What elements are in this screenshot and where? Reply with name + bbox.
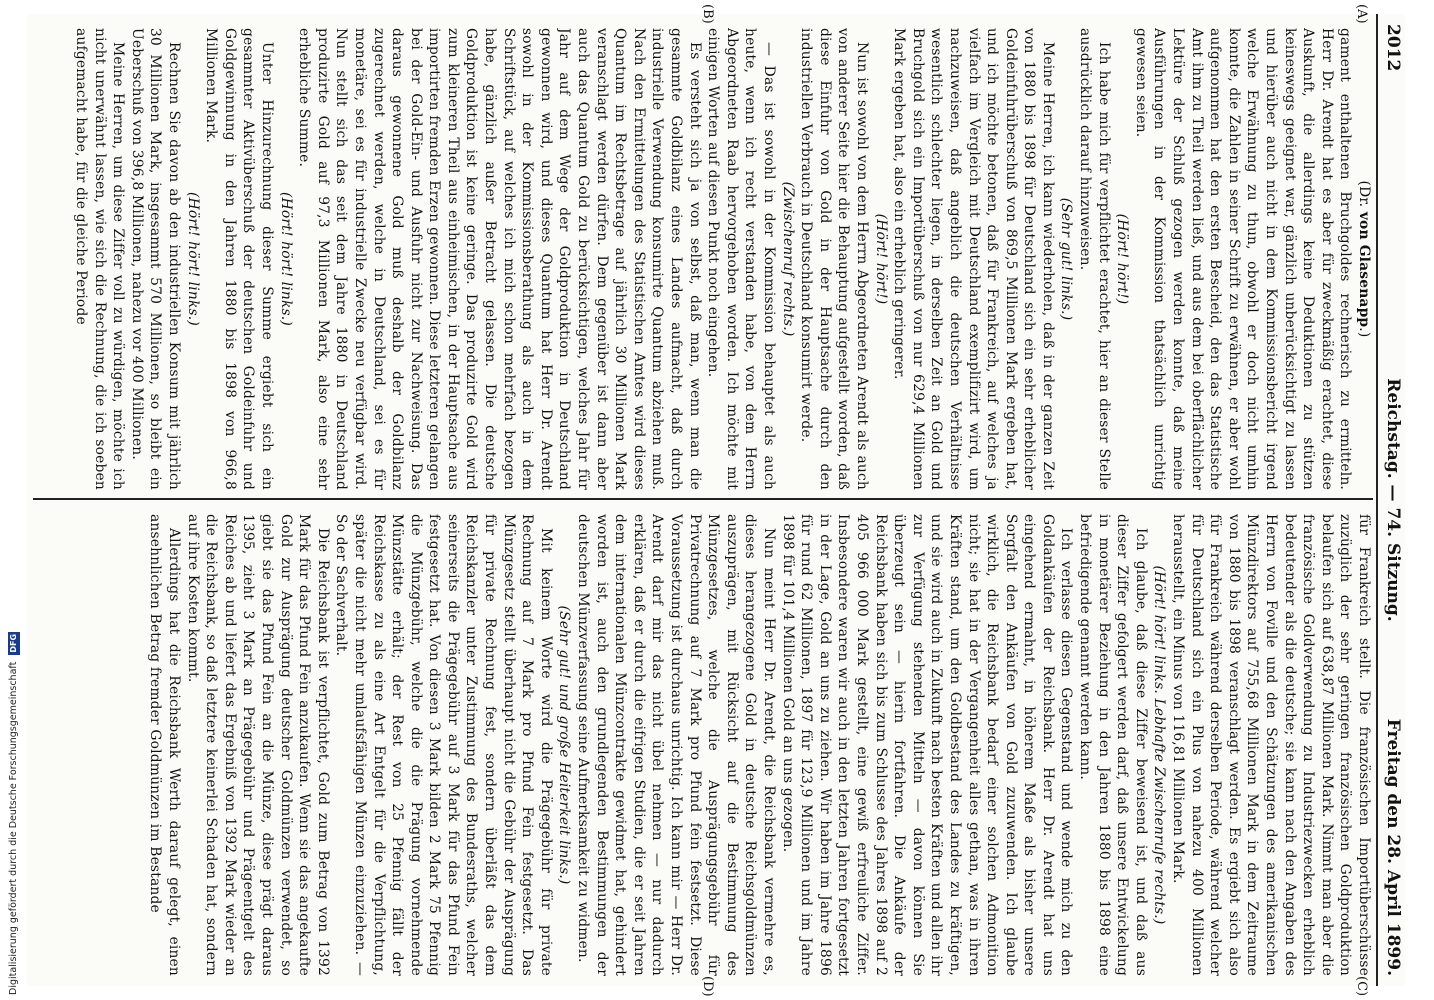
margin-marker-a: (A) — [1354, 4, 1369, 24]
header-rule — [1376, 14, 1378, 986]
interjection: (Sehr gut! links.) — [1058, 197, 1075, 321]
interjection: (Hört! hört!) — [872, 213, 889, 305]
interjection: (Hört! hört! links.) — [277, 192, 294, 326]
column-divider — [33, 498, 1373, 500]
paragraph: Ich glaube, daß diese Ziffer beweisend ist, und daß aus dieser Ziffer gefolgert werden darf, daß unsere Entwickelung in monetärer Beziehung in den Jahren 1880 bis 1898 eine befriedigende genannt werden kann. — [1077, 514, 1149, 976]
session-date: Freitag den 28. April 1899. — [1383, 718, 1403, 976]
interjection: (Sehr gut! und große Heiterkeit links.) — [556, 605, 573, 885]
paragraph: Unter Hinzurechnung dieser Summe ergiebt sich ein gesammter Aktivüberschuß der deutschen Goldeinfuhr und Goldgewinnung in den Jahren 1880 bis 1898 von 966,8 Millionen Mark. — [203, 28, 275, 490]
digitization-credit — [6, 600, 22, 995]
paragraph: Ich verlasse diesen Gegenstand und wende mich zu den Goldankäufen der Reichsbank. Herr Dr. Arendt hat uns eingehend ermahnt, in höherem Maße als bisher unsere Sorgfalt den Ankäufen von Gold zuzuwenden. Ich glaube wirklich, die Reichsbank bedarf einer solchen Admonition nicht; sie hat in der Vergangenheit alles gethan, was in ihren Kräften stand, um den Goldbestand des Landes zu kräftigen, und sie wird auch in Zukunft nach besten Kräften und allen ihr zur Verfügung stehenden Mitteln — davon können Sie überzeugt sein — hierin fortfahren. Die Ankäufe der Reichsbank haben sich bis zum Schlusse des Jahres 1898 auf 2 405 966 000 Mark gestellt, eine gewiß erfreuliche Ziffer. Insbesondere waren wir auch in den letzten Jahren fortgesetzt in der Lage, Gold an uns zu ziehen. Wir haben im Jahre 1896 für rund 62 Millionen, 1897 für 123,9 Millionen und im Jahre 1898 für 101,4 Millionen Gold an uns gezogen. — [779, 514, 1075, 976]
left-column — [31, 28, 1373, 490]
speaker-name: von Glasenapp — [1356, 211, 1372, 328]
paragraph: Meine Herren, ich kann wiederholen, daß in der ganzen Zeit von 1880 bis 1898 für Deutschland sich ein sehr erheblicher Goldeinfuhrüberschuß von 869,5 Millionen Mark ergeben hat, und ich möchte betonen, daß für Frankreich, auf welches ja vielfach im Vergleich mit Deutschland exemplifizirt wird, um nachzuweisen, daß angeblich die deutschen Verhältnisse wesentlich schlechter liegen, in derselben Zeit an Gold und Bruchgold sich ein Importüberschuß von nur 629,4 Millionen Mark ergeben hat, also ein erheblich geringerer. — [891, 28, 1056, 490]
speaker-suffix: .) — [1356, 327, 1372, 338]
speaker-line — [1354, 28, 1373, 490]
interjection: (Hört! hört!) — [1114, 213, 1131, 305]
page-header — [1379, 14, 1405, 986]
margin-marker-b: (B) — [700, 4, 715, 24]
interjection: (Hört! hört! links. Lebhafte Zwischenrufe rechts.) — [1151, 565, 1168, 925]
paragraph: Es versteht sich ja von selbst, daß man, wenn man die gesammte Goldbilanz eines Landes aufmacht, daß durch industrielle Verwendung konsumirte Quantum abziehen muß. Nach den Ermittelungen des Statistischen Amtes wird dieses Quantum im Rechtsbetrage auf jährlich 30 Millionen Mark veranschlagt werden dürfen. Dem gegenüber ist dann aber auch das Quantum Gold zu berücksichtigen, welches Jahr für Jahr auf dem Wege der Goldproduktion in Deutschland gewonnen wird, und dieses Quantum hat Herr Dr. Arendt sowohl in der Kommissionsberathung als auch in dem Schriftstück, auf welches ich mich schon mehrfach bezogen habe, gänzlich außer Betracht gelassen. Die deutsche Goldproduktion ist keine geringe. Das produzirte Gold wird zum kleineren Theil aus einheimischen, in der Hauptsache aus importirten fremden Erzen gewonnen. Diese letzteren gelangen bei der Gold-Ein- und Ausfuhr nicht zur Nachweisung. Das daraus gewonnene Gold muß deshalb der Goldbilanz zugerechnet werden, welche in Deutschland, sei es für monetäre, sei es für industrielle Zwecke neu verfügbar wird. Nun stellt sich das seit dem Jahre 1880 in Deutschland produzirte Gold auf 97,3 Millionen Mark, also eine sehr erhebliche Summe. — [296, 28, 703, 490]
speaker-prefix: (Dr. — [1356, 180, 1372, 212]
page-number: 2012 — [1383, 24, 1403, 72]
running-title: Reichstag. — 74. Sitzung. — [1383, 378, 1403, 622]
document-page — [27, 4, 1405, 997]
paragraph: gament enthaltenen Bruchgoldes rechnerisch zu ermitteln. Herr Dr. Arendt hat es aber für zweckmäßig erachtet, diese Auskunft, die allerdings keine Deduktionen zu stützen keineswegs geeignet war, gänzlich unberücksichtigt zu lassen und hierüber auch nicht in dem Kommissionsbericht irgend welche Erwähnung zu thun, obwohl er doch nicht umhin konnte, die Zahlen in seiner Schrift zu erwähnen, er aber wohl aufgenommen hat den ersten Bescheid, den das Statistische Amt ihm zu Theil werden ließ, und aus dem bei oberflächlicher Lektüre der Schluß gezogen werden konnte, daß meine Ausführungen in der Kommission thatsächlich unrichtig gewesen seien. — [1132, 28, 1354, 490]
dfg-logo: DFG — [8, 633, 18, 653]
paragraph: Rechnen Sie davon ab den industriellen Konsum mit jährlich 30 Millionen Mark, insgesammt 570 Millionen, so bleibt ein Ueberschuß von 396,8 Millionen, nahezu vor 400 Millionen. — [128, 28, 182, 490]
paragraph: Mit keinem Worte wird die Prägegebühr für private Rechnung auf 7 Mark pro Pfund Fein festgesetzt. Das Münzgesetz stellt überhaupt nicht die Gebühr der Ausprägung für private Rechnung fest, sondern überläßt das dem Reichskanzler unter Zustimmung des Bundesraths, welcher seinerseits die Prägegebühr auf 3 Mark für das Pfund Fein festgesetzt hat. Von diesen 3 Mark bilden 2 Mark 75 Pfennig die Münzgebühr, welche die die Prägung vornehmende Münzstätte erhält; der Rest von 25 Pfennig fällt der Reichskasse zu als eine Art Entgelt für die Verpflichtung, später die nicht mehr umlaufsfähigen Münzen einzuziehen. — So der Sachverhalt. — [333, 514, 554, 976]
credit-text: Digitalisierung gefördert durch die Deutsche Forschungsgemeinschaft — [8, 661, 19, 995]
paragraph: Meine Herren, um diese Ziffer voll zu würdigen, möchte ich nicht unerwähnt lassen, wie sich die Rechnung, die ich soeben aufgemacht habe, für die gleiche Periode — [73, 28, 127, 490]
paragraph: Allerdings hat die Reichsbank Werth darauf gelegt, einen ansehnlichen Betrag fremder Goldmünzen im Bestande — [147, 514, 182, 976]
paragraph: Ich habe mich für verpflichtet erachtet, hier an dieser Stelle ausdrücklich darauf hinzuweisen. — [1077, 28, 1112, 490]
paragraph: Die Reichsbank ist verpflichtet, Gold zum Betrag von 1392 Mark für das Pfund Fein anzukaufen. Wenn sie das angekaufte Gold zur Ausprägung deutscher Goldmünzen verwendet, so giebt sie das Pfund Fein an die Münze, diese prägt daraus 1395, zieht 3 Mark an Prägegebühr und Prägeentgelt des Reiches ab und liefert das Ergebniß von 1392 Mark wieder an die Reichsbank, so daß letztere keinerlei Schaden hat, sondern auf ihre Kosten kommt. — [184, 514, 331, 976]
margin-marker-c: (C) — [1354, 976, 1369, 997]
right-column — [31, 514, 1373, 976]
paragraph: Nun meint Herr Dr. Arendt, die Reichsbank vermehre es, dieses herangezogene Gold in deutsche Reichsgoldmünzen auszuprägen, mit Rücksicht auf die Bestimmung des Münzgesetzes, welche die Ausprägungsgebühr für Privatrechnung auf 7 Mark pro Pfund fein festsetzt. Diese Voraussetzung ist durchaus unrichtig. Ich kann mir — Herr Dr. Arendt darf mir das nicht übel nehmen — nur dadurch erklären, daß er durch die eifrigen Studien, die er seit Jahren dem internationalen Münzcontrakte gewidmet hat, gehindert worden ist, auch den grundlegenden Bestimmungen der deutschen Münzverfassung seine Aufmerksamkeit zu widmen. — [575, 514, 777, 976]
paragraph: — Das ist sowohl in der Kommission behauptet als auch heute, wenn ich recht verstanden habe, von dem Herrn Abgeordneten Raab hervorgehoben worden. Ich möchte mit einigen Worten auf diesen Punkt noch eingehen. — [705, 28, 777, 490]
paragraph: für Frankreich stellt. Die französischen Importüberschüsse zuzüglich der sehr geringen französischen Goldproduktion belaufen sich auf 638,87 Millionen Mark. Nimmt man aber die französische Goldverwendung zu Industriezwecken erheblich bedeutender als die deutsche; sie kann nach den Angaben des Herrn von Foville und den Schätzungen des amerikanischen Münzdirektors auf 755,68 Millionen Mark in dem Zeitraume von 1880 bis 1898 veranschlagt werden. Es ergiebt sich also für Frankreich während derselben Periode, während welcher für Deutschland sich ein Plus von nahezu 400 Millionen herausstellt, ein Minus von 116,81 Millionen Mark. — [1170, 514, 1372, 976]
paragraph: Nun ist sowohl von dem Herrn Abgeordneten Arendt als auch von anderer Seite hier die Behauptung aufgestellt worden, daß diese Einfuhr von Gold in der Hauptsache durch den industriellen Verbrauch in Deutschland konsumirt werde. — [798, 28, 870, 490]
interjection: (Hört! hört! links.) — [184, 192, 201, 326]
interjection: (Zwischenruf rechts.) — [779, 181, 796, 337]
margin-marker-d: (D) — [700, 976, 715, 997]
